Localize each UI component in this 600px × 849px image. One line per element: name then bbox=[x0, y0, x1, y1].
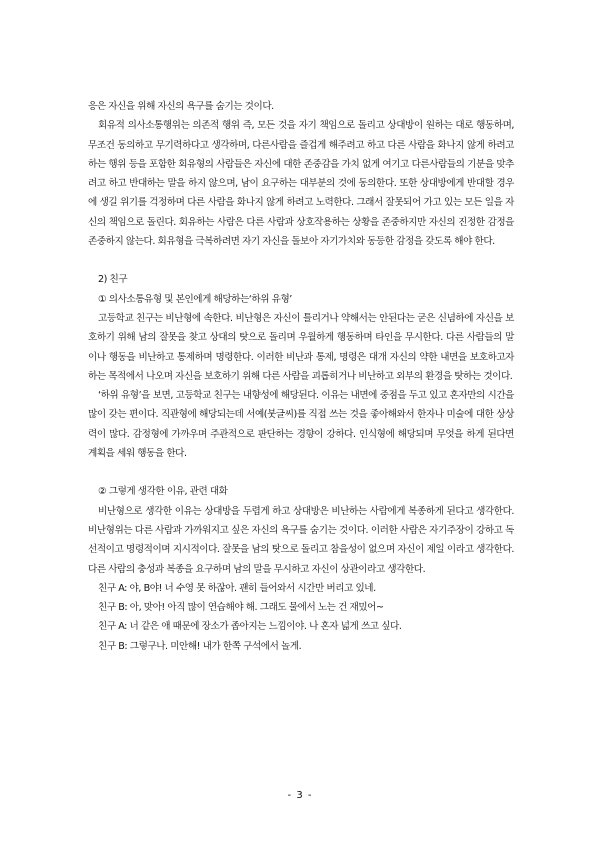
dialogue-line: 친구 A: 너 같은 애 때문에 장소가 좁아지는 느낌이야. 나 혼자 넓게 쓰고 싶다. bbox=[98, 621, 402, 633]
spacer bbox=[88, 463, 514, 482]
paragraph-sub-type: ‘하위 유형’을 보면, 고등학교 친구는 내향성에 해당된다. 이유는 내면에 중점을 두고 있고 혼자만의 시간을 많이 갖는 편이다. 직관형에 해당되는데 서예(붓글씨)를 직접 쓰는 것을 좋아해와서 한자나 미술에 대한 상상력이 많다. 감정형에 가까우며 주관적으로 판단하는 경향이 강하다. 인식형에 해당되며 무엇을 하게 된다면 계획을 세워 행동을 한다. bbox=[88, 390, 514, 460]
paragraph-continuation: 응은 자신을 위해 자신의 욕구를 숨기는 것이다. bbox=[88, 101, 274, 112]
section-heading-friend: 2) 친구 bbox=[98, 274, 128, 286]
subheading-communication-type: ① 의사소통유형 및 본인에게 해당하는‘하위 유형’ bbox=[98, 293, 292, 305]
dialogue-line: 친구 B: 아, 맞아! 아직 많이 연습해야 해. 그래도 물에서 노는 건 재밌어~ bbox=[98, 602, 384, 614]
spacer bbox=[88, 251, 514, 270]
page-number: - 3 - bbox=[287, 790, 313, 801]
paragraph-placating-type: 회유적 의사소통행위는 의존적 행위 즉, 모든 것을 자기 책임으로 돌리고 상대방이 원하는 대로 행동하며, 무조건 동의하고 무기력하다고 생각하며, 다른사람을 즐겁게 해주려고 하고 다른 사람을 화나지 않게 하려고 하는 행위 등을 포함한 회유형의 사람들은 자신에 대한 존중감을 가치 없게 여기고 다른사람들의 기분을 맞추려고 하고 반대하는 말을 하지 않으며, 남이 요구하는 대부분의 것에 동의한다. 또한 상대방에게 반대할 경우에 생길 위기를 걱정하며 다른 사람을 화나지 않게 하려고 노력한다. 그래서 잘못되어 가고 있는 모든 일을 자신의 책임으로 돌린다. 회유하는 사람은 다른 사람과 상호작용하는 상황을 존중하지만 자신의 진정한 감정을 존중하지 않는다. 회유형을 극복하려면 자기 자신을 돌보아 자기가치와 동등한 감정을 갖도록 해야 한다. bbox=[88, 120, 514, 248]
document-body bbox=[88, 97, 514, 656]
paragraph-reason: 비난형으로 생각한 이유는 상대방을 두렵게 하고 상대방은 비난하는 사람에게 복종하게 된다고 생각한다. 비난형위는 다른 사람과 가까워지고 싶은 자신의 욕구를 숨기는 것이다. 이러한 사람은 자기주장이 강하고 독선적이고 명령적이며 지시적이다. 잘못을 남의 탓으로 돌리고 참을성이 없으며 자신이 제일 이라고 생각한다. 다른 사람의 충성과 복종을 요구하며 남의 말을 무시하고 자신이 상관이라고 생각한다. bbox=[88, 505, 514, 575]
subheading-reason-dialogue: ② 그렇게 생각한 이유, 관련 대화 bbox=[98, 486, 228, 498]
dialogue-line: 친구 B: 그렇구나. 미안해! 내가 한쪽 구석에서 놀게. bbox=[98, 640, 302, 652]
dialogue-line: 친구 A: 야, B야! 너 수영 못 하잖아. 괜히 들어와서 시간만 버리고 있네. bbox=[98, 582, 376, 594]
paragraph-blaming-type: 고등학교 친구는 비난형에 속한다. 비난형은 자신이 틀리거나 약해서는 안된다는 굳은 신념하에 자신을 보호하기 위해 남의 잘못을 찾고 상대의 탓으로 돌리며 우월하게 행동하며 타인을 무시한다. 다른 사람들의 말이나 행동을 비난하고 통제하며 명령한다. 이러한 비난과 통제, 명령은 대개 자신의 약한 내면을 보호하고자 하는 목적에서 나오며 자신을 보호하기 위해 다른 사람을 괴롭히거나 비난하고 외부의 환경을 탓하는 것이다. bbox=[88, 312, 514, 382]
